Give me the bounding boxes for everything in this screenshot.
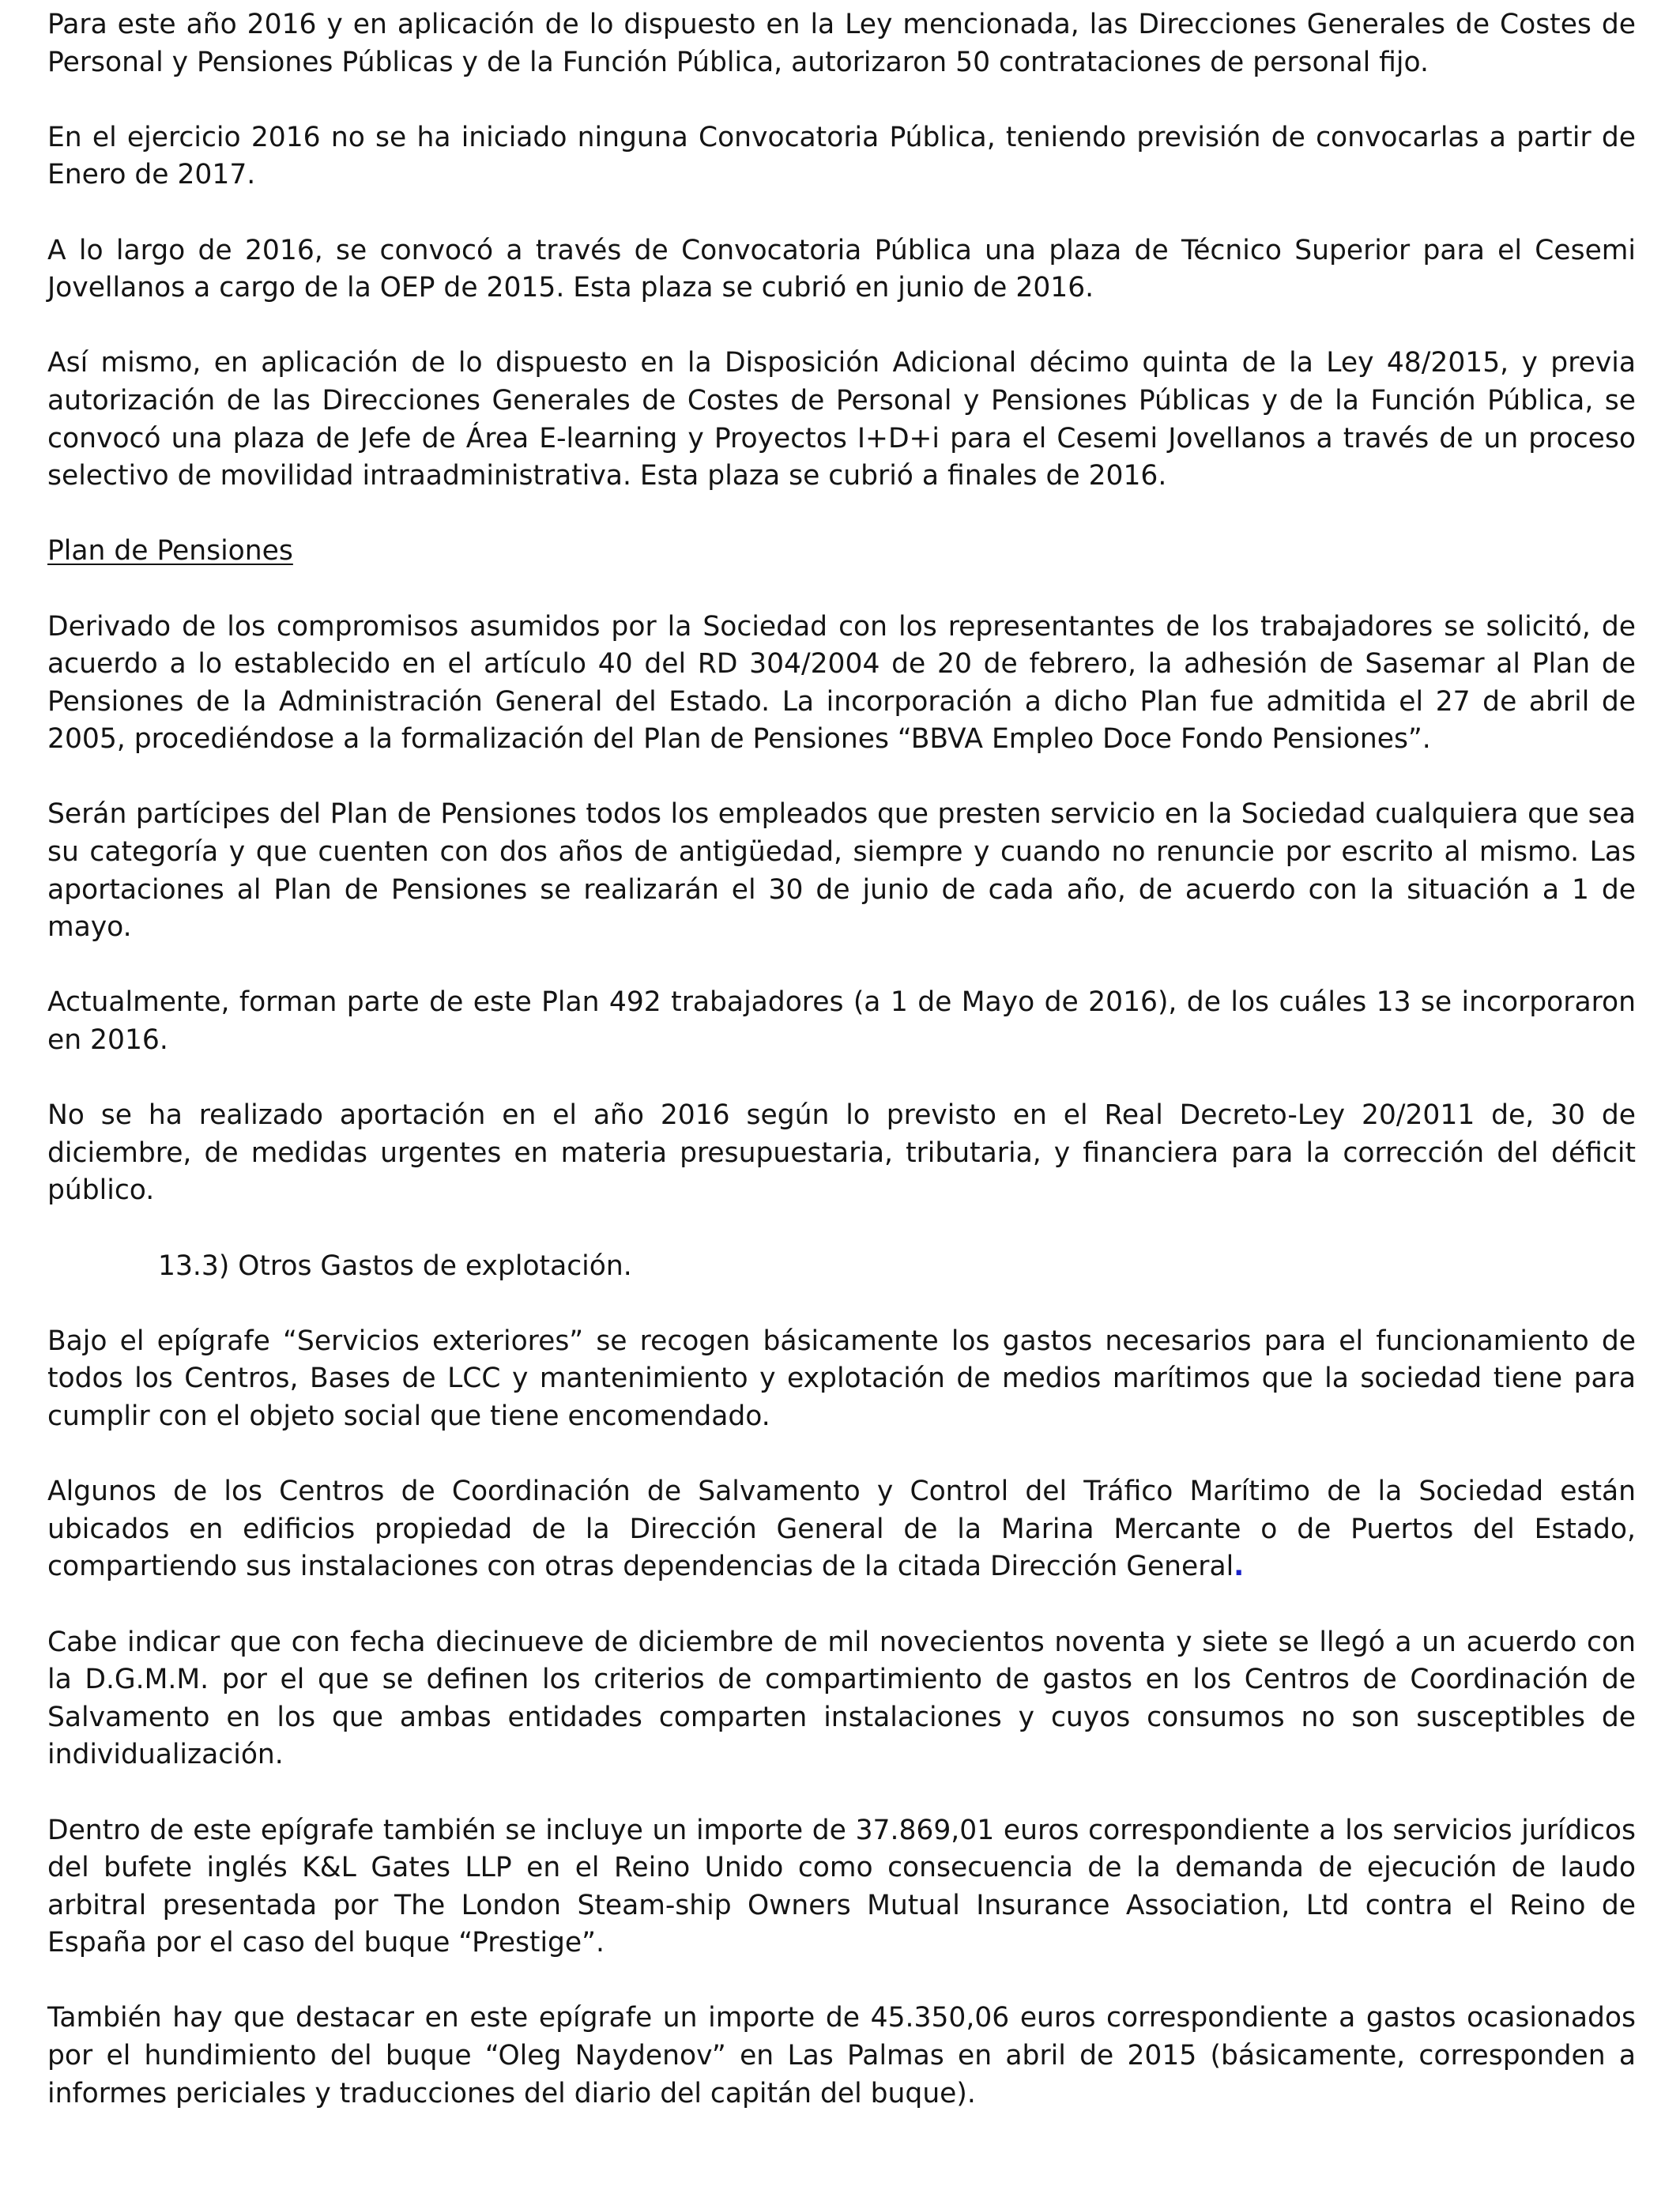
- paragraph-centros-coordinacion: [47, 1473, 1636, 1586]
- paragraph-centros-text: Algunos de los Centros de Coordinación de Salvamento y Control del Tráfico Marítimo de la Sociedad están ubicados en edificios propiedad de la Dirección General de la Marina Mercante o de Puertos del Estado, compartiendo sus instalaciones con otras dependencias de la citada Dirección General: [47, 1476, 1636, 1583]
- paragraph-aportacion: No se ha realizado aportación en el año 2016 según lo previsto en el Real Decreto-Ley 20/2011 de, 30 de diciembre, de medidas urgentes en materia presupuestaria, tributaria, y financiera para la corrección del déficit público.: [47, 1099, 1636, 1207]
- paragraph-contrataciones: Para este año 2016 y en aplicación de lo dispuesto en la Ley mencionada, las Direcciones Generales de Costes de Personal y Pensiones Públicas y de la Función Pública, autorizaron 50 contrataciones de personal fijo.: [47, 9, 1636, 78]
- paragraph-convocatoria-2016: En el ejercicio 2016 no se ha iniciado ninguna Convocatoria Pública, teniendo previsión de convocarlas a partir de Enero de 2017.: [47, 121, 1636, 191]
- paragraph-centros-period: .: [1234, 1551, 1245, 1583]
- section-heading-otros-gastos: 13.3) Otros Gastos de explotación.: [158, 1250, 632, 1282]
- paragraph-jefe-area: Así mismo, en aplicación de lo dispuesto en la Disposición Adicional décimo quinta de la Ley 48/2015, y previa autorización de las Direcciones Generales de Costes de Personal y Pensiones Públicas y de la Función Pública, se convocó una plaza de Jefe de Área E-learning y Proyectos I+D+i para el Cesemi Jovellanos a través de un proceso selectivo de movilidad intraadministrativa. Esta plaza se cubrió a finales de 2016.: [47, 347, 1636, 492]
- paragraph-participes: Serán partícipes del Plan de Pensiones todos los empleados que presten servicio en la Sociedad cualquiera que sea su categoría y que cuenten con dos años de antigüedad, siempre y cuando no renuncie por escrito al mismo. Las aportaciones al Plan de Pensiones se realizarán el 30 de junio de cada año, de acuerdo con la situación a 1 de mayo.: [47, 798, 1636, 944]
- paragraph-oleg-naydenov: También hay que destacar en este epígrafe un importe de 45.350,06 euros correspondiente a gastos ocasionados por el hundimiento del buque “Oleg Naydenov” en Las Palmas en abril de 2015 (básicamente, corresponden a informes periciales y traducciones del diario del capitán del buque).: [47, 2002, 1636, 2109]
- paragraph-servicios-exteriores: Bajo el epígrafe “Servicios exteriores” se recogen básicamente los gastos necesarios para el funcionamiento de todos los Centros, Bases de LCC y mantenimiento y explotación de medios marítimos que la sociedad tiene para cumplir con el objeto social que tiene encomendado.: [47, 1325, 1636, 1432]
- paragraph-acuerdo-dgmm: Cabe indicar que con fecha diecinueve de diciembre de mil novecientos noventa y siete se llegó a un acuerdo con la D.G.M.M. por el que se definen los criterios de compartimiento de gastos en los Centros de Coordinación de Salvamento en los que ambas entidades comparten instalaciones y cuyos consumos no son susceptibles de individualización.: [47, 1626, 1636, 1771]
- paragraph-adhesion-plan: Derivado de los compromisos asumidos por la Sociedad con los representantes de los trabajadores se solicitó, de acuerdo a lo establecido en el artículo 40 del RD 304/2004 de 20 de febrero, la adhesión de Sasemar al Plan de Pensiones de la Administración General del Estado. La incorporación a dicho Plan fue admitida el 27 de abril de 2005, procediéndose a la formalización del Plan de Pensiones “BBVA Empleo Doce Fondo Pensiones”.: [47, 610, 1636, 756]
- paragraph-servicios-juridicos: Dentro de este epígrafe también se incluye un importe de 37.869,01 euros correspondiente a los servicios jurídicos del bufete inglés K&L Gates LLP en el Reino Unido como consecuencia de la demanda de ejecución de laudo arbitral presentada por The London Steam-ship Owners Mutual Insurance Association, Ltd contra el Reino de España por el caso del buque “Prestige”.: [47, 1814, 1636, 1959]
- paragraph-tecnico-superior: A lo largo de 2016, se convocó a través de Convocatoria Pública una plaza de Técnico Superior para el Cesemi Jovellanos a cargo de la OEP de 2015. Esta plaza se cubrió en junio de 2016.: [47, 234, 1636, 304]
- document-page: [47, 6, 1636, 2151]
- paragraph-trabajadores: Actualmente, forman parte de este Plan 492 trabajadores (a 1 de Mayo de 2016), de los cuáles 13 se incorporaron en 2016.: [47, 986, 1636, 1057]
- section-heading-plan-pensiones: Plan de Pensiones: [47, 535, 293, 567]
